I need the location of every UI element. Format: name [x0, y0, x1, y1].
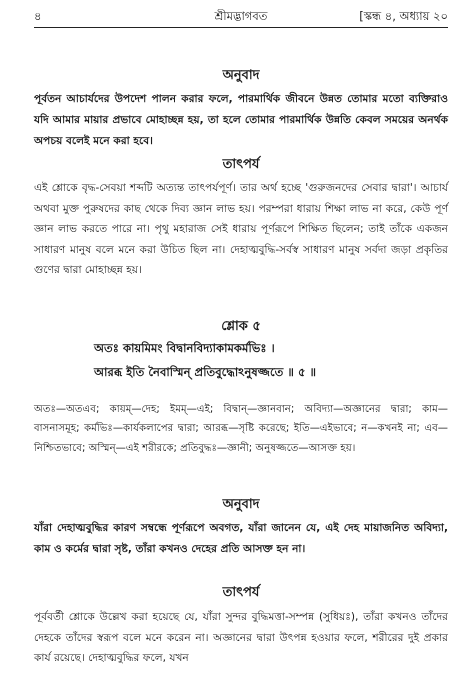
verse-line-2: আরব্ধ ইতি নৈবাস্মিন্ প্রতিবুদ্ধোঽনুষজ্জতে ॥ ৫ ॥ [94, 365, 317, 379]
verse-line-1: অতঃ কায়মিমং বিদ্বানবিদ্যাকামকর্মভিঃ । [94, 341, 275, 355]
word-for-word-synonyms: অতঃ—অতএব; কায়ম্—দেহ; ইমম্—এই; বিদ্বান্—জ্ঞানবান; অবিদ্যা—অজ্ঞানের দ্বারা; কাম—বাসনাসমূহ; কর্মভিঃ—কার্যকলাপের দ্বারা; আরব্ধ—সৃষ্টি করেছে; ইতি—এইভাবে; ন—কখনই না; এব—নিশ্চিতভাবে; অস্মিন্—এই শরীরকে; প্রতিবুদ্ধঃ—জ্ঞানী; অনুষজ্জতে—আসক্ত হয়। [34, 404, 448, 454]
purport-heading-2: তাৎপর্য [222, 585, 260, 600]
canto-chapter-label: [স্কন্ধ ৪, অধ্যায় ২০ [359, 9, 448, 23]
running-head [34, 7, 448, 25]
page-number: ৪ [34, 9, 42, 23]
verse-heading: শ্লোক ৫ [221, 319, 261, 334]
translation-heading-2: অনুবাদ [222, 497, 260, 512]
header-rule [34, 27, 448, 28]
translation-text-2: যাঁরা দেহাত্মবুদ্ধির কারণ সম্বন্ধে পূর্ণরূপে অবগত, যাঁরা জানেন যে, এই দেহ মায়াজনিত অবিদ্যা, কাম ও কর্মের দ্বারা সৃষ্ট, তাঁরা কখনও দেহের প্রতি আসক্ত হন না। [34, 522, 448, 555]
book-page [34, 0, 448, 673]
book-title: শ্রীমদ্ভাগবত [214, 9, 268, 23]
translation-heading: অনুবাদ [222, 68, 260, 83]
purport-text-2: পূর্ববর্তী শ্লোকে উল্লেখ করা হয়েছে যে, যাঁরা সুন্দর বুদ্ধিমত্তা-সম্পন্ন (সুধিয়ঃ), তাঁরা কখনও তাঁদের দেহকে তাঁদের স্বরূপ বলে মনে করেন না। অজ্ঞানের দ্বারা উৎপন্ন হওয়ার ফলে, শরীরের দুই প্রকার কার্য রয়েছে। দেহাত্মবুদ্ধির ফলে, যখন [34, 611, 448, 665]
purport-heading: তাৎপর্য [222, 157, 260, 172]
purport-text: এই শ্লোকে বৃদ্ধ-সেবয়া শব্দটি অত্যন্ত তাৎপর্যপূর্ণ। তার অর্থ হচ্ছে 'গুরুজনদের সেবার দ্বারা'। আচার্য অথবা মুক্ত পুরুষদের কাছ থেকে দিব্য জ্ঞান লাভ হয়। পরম্পরা ধারায় শিক্ষা লাভ না করে, কেউ পূর্ণ জ্ঞান লাভ করতে পারে না। পৃথু মহারাজ সেই ধারায় পূর্ণরূপে শিক্ষিত ছিলেন; তাই তাঁকে একজন সাধারণ মানুষ বলে মনে করা উচিত ছিল না। দেহাত্মবুদ্ধি-সর্বস্ব সাধারণ মানুষ সর্বদা জড়া প্রকৃতির গুণের দ্বারা মোহাচ্ছন্ন হয়। [34, 182, 448, 277]
translation-text: পূর্বতন আচার্যদের উপদেশ পালন করার ফলে, পারমার্থিক জীবনে উন্নত তোমার মতো ব্যক্তিরাও যদি আমার মায়ার প্রভাবে মোহাচ্ছন্ন হয়, তা হলে তোমার পারমার্থিক উন্নতি কেবল সময়ের অনর্থক অপচয় বলেই মনে করা হবে। [34, 93, 448, 147]
